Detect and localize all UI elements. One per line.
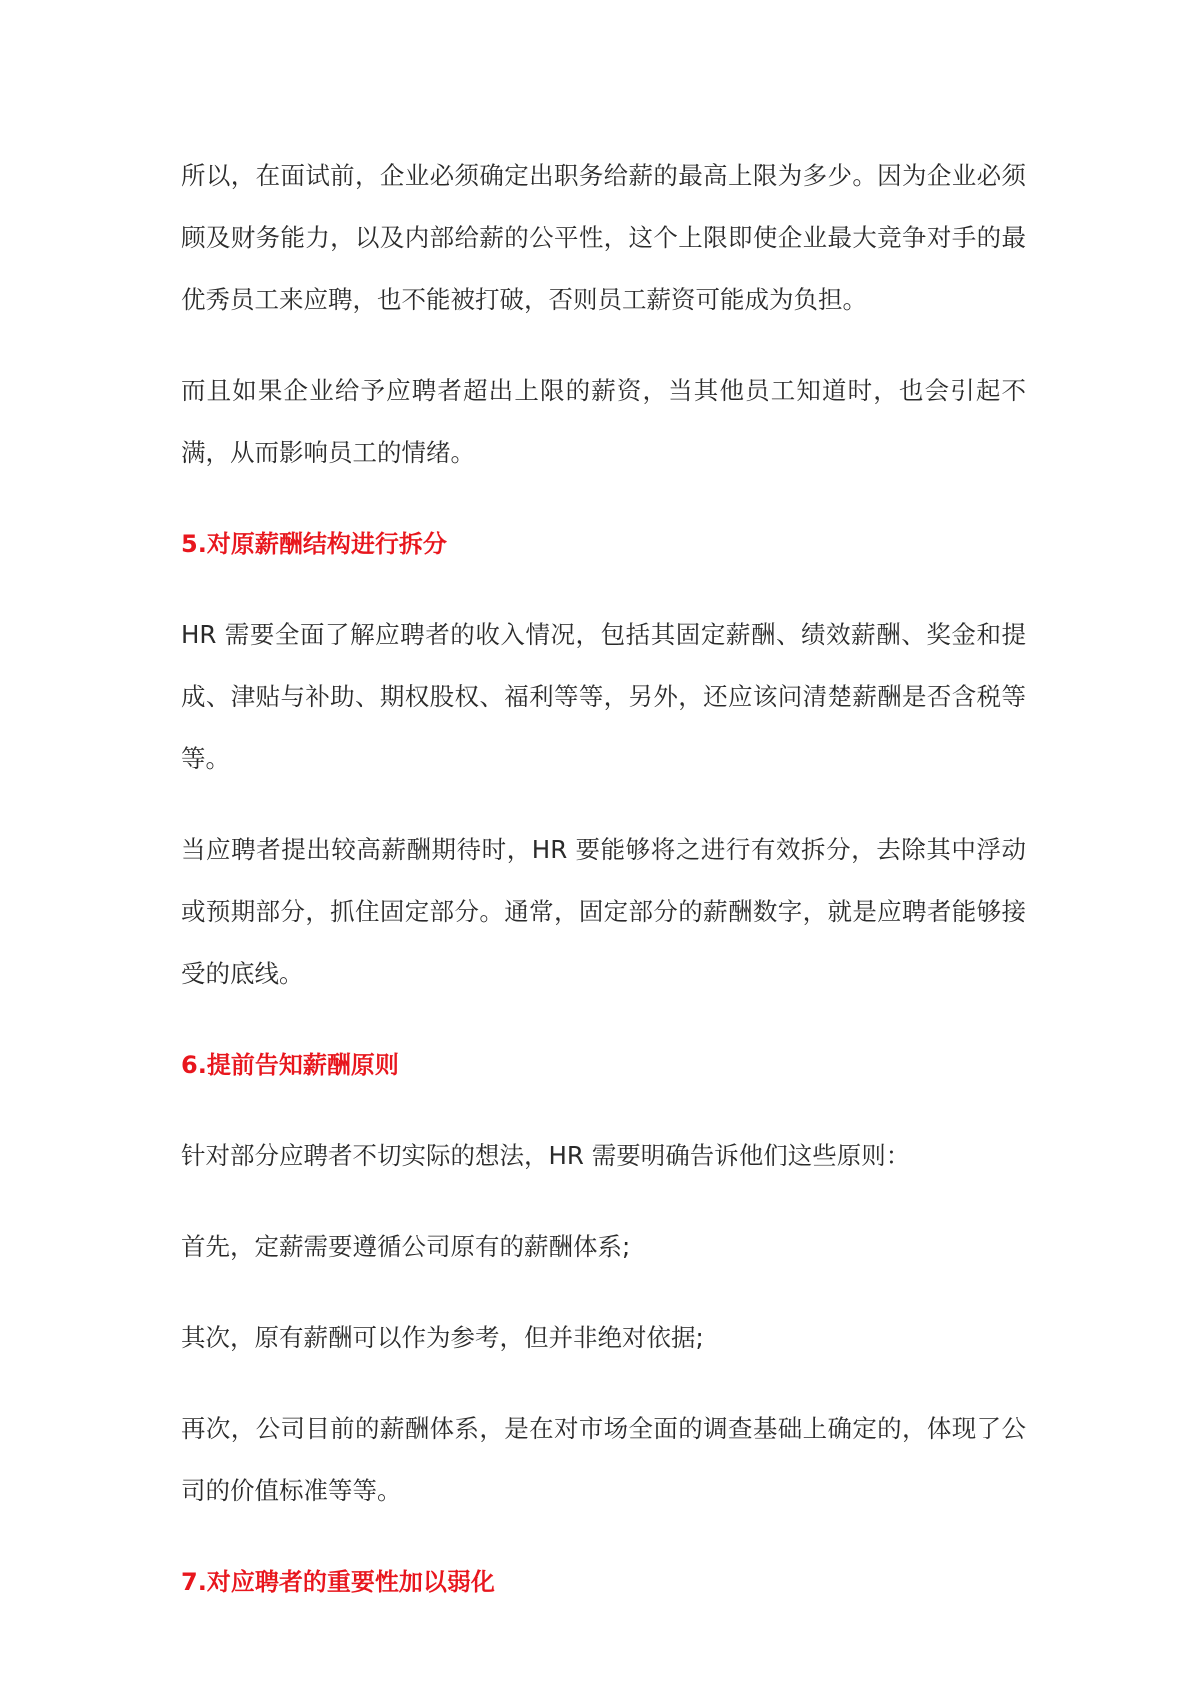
paragraph-employee-dissatisfaction: 而且如果企业给予应聘者超出上限的薪资，当其他员工知道时，也会引起不满，从而影响员工的情绪。 [181, 376, 1026, 467]
article-body [181, 145, 1026, 1642]
paragraph-principle-second: 其次，原有薪酬可以作为参考，但并非绝对依据; [181, 1323, 704, 1352]
paragraph-principle-first: 首先，定薪需要遵循公司原有的薪酬体系; [181, 1232, 631, 1261]
paragraph-principle-third: 再次，公司目前的薪酬体系，是在对市场全面的调查基础上确定的，体现了公司的价值标准等等。 [181, 1414, 1026, 1505]
section-heading-7: 7.对应聘者的重要性加以弱化 [181, 1568, 495, 1596]
paragraph-salary-upper-limit: 所以，在面试前，企业必须确定出职务给薪的最高上限为多少。因为企业必须顾及财务能力，以及内部给薪的公平性，这个上限即使企业最大竞争对手的最优秀员工来应聘，也不能被打破，否则员工薪资可能成为负担。 [181, 161, 1026, 314]
paragraph-fixed-portion: 当应聘者提出较高薪酬期待时，HR 要能够将之进行有效拆分，去除其中浮动或预期部分，抓住固定部分。通常，固定部分的薪酬数字，就是应聘者能够接受的底线。 [181, 835, 1026, 988]
paragraph-income-breakdown: HR 需要全面了解应聘者的收入情况，包括其固定薪酬、绩效薪酬、奖金和提成、津贴与补助、期权股权、福利等等，另外，还应该问清楚薪酬是否含税等等。 [181, 620, 1026, 773]
section-heading-6: 6.提前告知薪酬原则 [181, 1051, 399, 1079]
paragraph-principles-intro: 针对部分应聘者不切实际的想法，HR 需要明确告诉他们这些原则： [181, 1141, 911, 1170]
section-heading-5: 5.对原薪酬结构进行拆分 [181, 530, 447, 558]
